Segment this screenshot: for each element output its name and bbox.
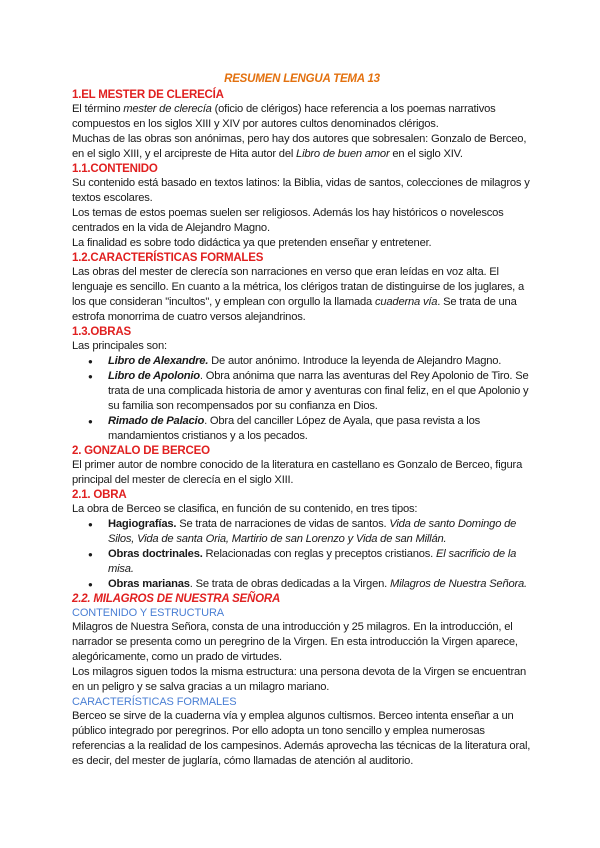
obras-list (72, 354, 532, 444)
list-item: ● Libro de Alexandre. De autor anónimo. Introduce la leyenda de Alejandro Magno. (108, 354, 532, 369)
paragraph-obra-intro: La obra de Berceo se clasifica, en función de su contenido, en tres tipos: (72, 503, 418, 515)
paragraph-contenido-2: Los temas de estos poemas suelen ser religiosos. Además los hay históricos o novelescos centrados en la vida de Alejandro Magno. (72, 207, 504, 234)
list-item: ● Rimado de Palacio. Obra del canciller López de Ayala, que pasa revista a los mandamientos cristianos y a los pecados. (108, 414, 532, 444)
heading-obra: 2.1. OBRA (72, 489, 127, 501)
document-page (72, 72, 532, 769)
paragraph-contenido-3: La finalidad es sobre todo didáctica ya que pretenden enseñar y entretener. (72, 237, 432, 249)
list-item: ● Hagiografías. Se trata de narraciones de vidas de santos. Vida de santo Domingo de Silos, Vida de santa Oria, Martirio de san Lorenzo y Vida de san Millán. (108, 517, 532, 547)
heading-gonzalo-berceo: 2. GONZALO DE BERCEO (72, 445, 210, 457)
paragraph-milagros-1: Milagros de Nuestra Señora, consta de una introducción y 25 milagros. En la introducción, el narrador se presenta como un peregrino de la Virgen. En esta introducción la Virgen aparece, alegóricamente, como un prado de virtudes. (72, 621, 518, 663)
list-item: ● Obras doctrinales. Relacionadas con reglas y preceptos cristianos. El sacrificio de la misa. (108, 547, 532, 577)
heading-caracteristicas: 1.2.CARACTERÍSTICAS FORMALES (72, 252, 264, 264)
paragraph-milagros-3: Berceo se sirve de la cuaderna vía y emplea algunos cultismos. Berceo intenta enseñar a un público integrado por peregrinos. Por ello adopta un tono sencillo y emplea numerosas referencias a la realidad de los campesinos. Además aprovecha las técnicas de la literatura oral, es decir, del mester de juglaría, cómo llamadas de atención al auditorio. (72, 710, 531, 767)
paragraph-berceo: El primer autor de nombre conocido de la literatura en castellano es Gonzalo de Berceo, figura principal del mester de clerecía en el siglo XIII. (72, 459, 523, 486)
heading-milagros: 2.2. MILAGROS DE NUESTRA SEÑORA (72, 593, 281, 605)
subheading-caracteristicas-formales: CARACTERÍSTICAS FORMALES (72, 696, 237, 708)
heading-obras: 1.3.OBRAS (72, 326, 131, 338)
paragraph-definition: El término mester de clerecía (oficio de clérigos) hace referencia a los poemas narrativos compuestos en los siglos XIII y XIV por autores cultos denominados clérigos. (72, 103, 496, 130)
heading-mester-clerecia: 1.EL MESTER DE CLERECÍA (72, 89, 224, 101)
heading-contenido: 1.1.CONTENIDO (72, 163, 158, 175)
paragraph-caracteristicas: Las obras del mester de clerecía son narraciones en verso que eran leídas en voz alta. El lenguaje es sencillo. En cuanto a la métrica, los clérigos tratan de distinguirse de los juglares, a los que consideran "incultos", y emplean con orgullo la llamada cuaderna vía. Se trata de una estrofa monorrima de cuatro versos alejandrinos. (72, 266, 525, 323)
paragraph-obras-intro: Las principales son: (72, 340, 167, 352)
paragraph-authors: Muchas de las obras son anónimas, pero hay dos autores que sobresalen: Gonzalo de Berceo, en el siglo XIII, y el arcipreste de Hita autor del Libro de buen amor en el siglo XIV. (72, 133, 527, 160)
subheading-contenido-estructura: CONTENIDO Y ESTRUCTURA (72, 607, 225, 619)
paragraph-contenido-1: Su contenido está basado en textos latinos: la Biblia, vidas de santos, colecciones de milagros y textos escolares. (72, 177, 530, 204)
list-item: ● Libro de Apolonio. Obra anónima que narra las aventuras del Rey Apolonio de Tiro. Se trata de una complicada historia de amor y aventuras con final feliz, en el que Apolonio y su familia son recompensados por su confianza en Dios. (108, 369, 532, 414)
document-title: RESUMEN LENGUA TEMA 13 (224, 73, 380, 85)
paragraph-milagros-2: Los milagros siguen todos la misma estructura: una persona devota de la Virgen se encuentran en un peligro y se salva gracias a un milagro mariano. (72, 666, 527, 693)
list-item: ● Obras marianas. Se trata de obras dedicadas a la Virgen. Milagros de Nuestra Señora. (108, 577, 532, 592)
obra-types-list (72, 517, 532, 592)
